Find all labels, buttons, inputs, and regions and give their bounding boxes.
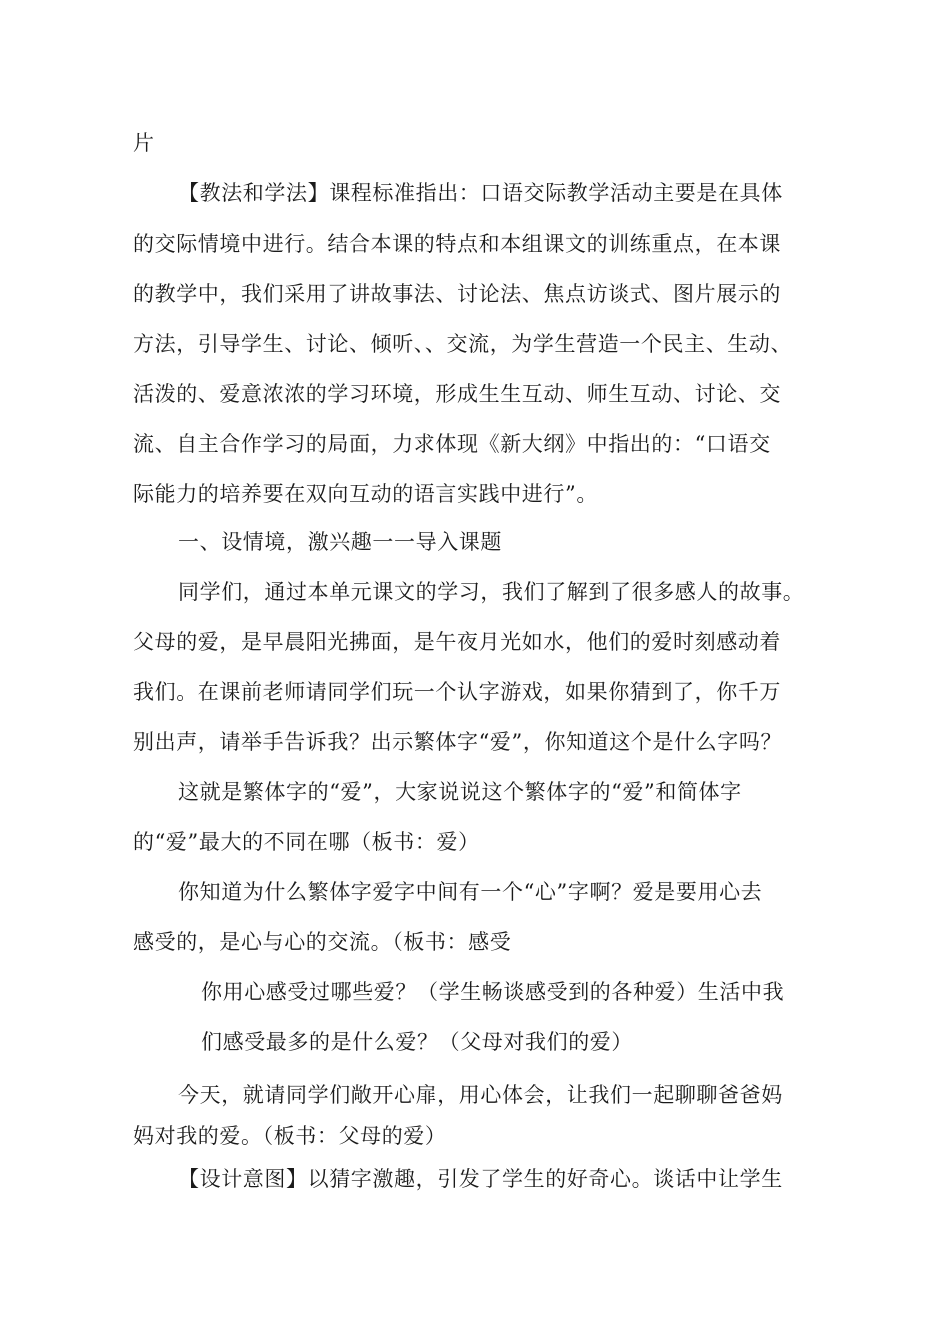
- text-line: 的教学中，我们采用了讲故事法、讨论法、焦点访谈式、图片展示的: [133, 282, 781, 306]
- text-line: 活泼的、爱意浓浓的学习环境，形成生生互动、师生互动、讨论、交: [133, 382, 781, 406]
- text-line: 【教法和学法】课程标准指出：口语交际教学活动主要是在具体: [178, 181, 783, 205]
- text-line: 我们。在课前老师请同学们玩一个认字游戏，如果你猜到了，你千万: [133, 680, 781, 704]
- text-line: 你用心感受过哪些爱？（学生畅谈感受到的各种爱）生活中我: [201, 980, 785, 1004]
- text-line: 别出声，请举手告诉我？出示繁体字“爱”，你知道这个是什么字吗？: [133, 730, 783, 754]
- text-line: 片: [133, 131, 155, 155]
- text-line: 的交际情境中进行。结合本课的特点和本组课文的训练重点，在本课: [133, 232, 781, 256]
- text-line: 父母的爱，是早晨阳光拂面，是午夜月光如水，他们的爱时刻感动着: [133, 630, 781, 654]
- text-line: 际能力的培养要在双向互动的语言实践中进行”。: [133, 482, 598, 506]
- section-heading: 一、设情境，激兴趣一一导入课题: [178, 530, 502, 554]
- text-line: 【设计意图】以猜字激趣，引发了学生的好奇心。谈话中让学生: [178, 1167, 783, 1191]
- text-line: 感受的，是心与心的交流。（板书：感受: [133, 930, 512, 954]
- text-line: 的“爱”最大的不同在哪（板书：爱）: [133, 830, 480, 854]
- text-line: 们感受最多的是什么爱？（父母对我们的爱）: [201, 1030, 633, 1054]
- text-line: 这就是繁体字的“爱”，大家说说这个繁体字的“爱”和简体字: [178, 780, 742, 804]
- text-line: 今天，就请同学们敞开心扉，用心体会，让我们一起聊聊爸爸妈: [178, 1083, 783, 1107]
- text-line: 方法，引导学生、讨论、倾听、、交流，为学生营造一个民主、生动、: [133, 332, 793, 356]
- text-line: 流、自主合作学习的局面，力求体现《新大纲》中指出的：“口语交: [133, 432, 771, 456]
- text-line: 同学们，通过本单元课文的学习，我们了解到了很多感人的故事。: [178, 580, 805, 604]
- text-line: 你知道为什么繁体字爱字中间有一个“心”字啊？爱是要用心去: [178, 880, 763, 904]
- text-line: 妈对我的爱。（板书：父母的爱）: [133, 1124, 447, 1148]
